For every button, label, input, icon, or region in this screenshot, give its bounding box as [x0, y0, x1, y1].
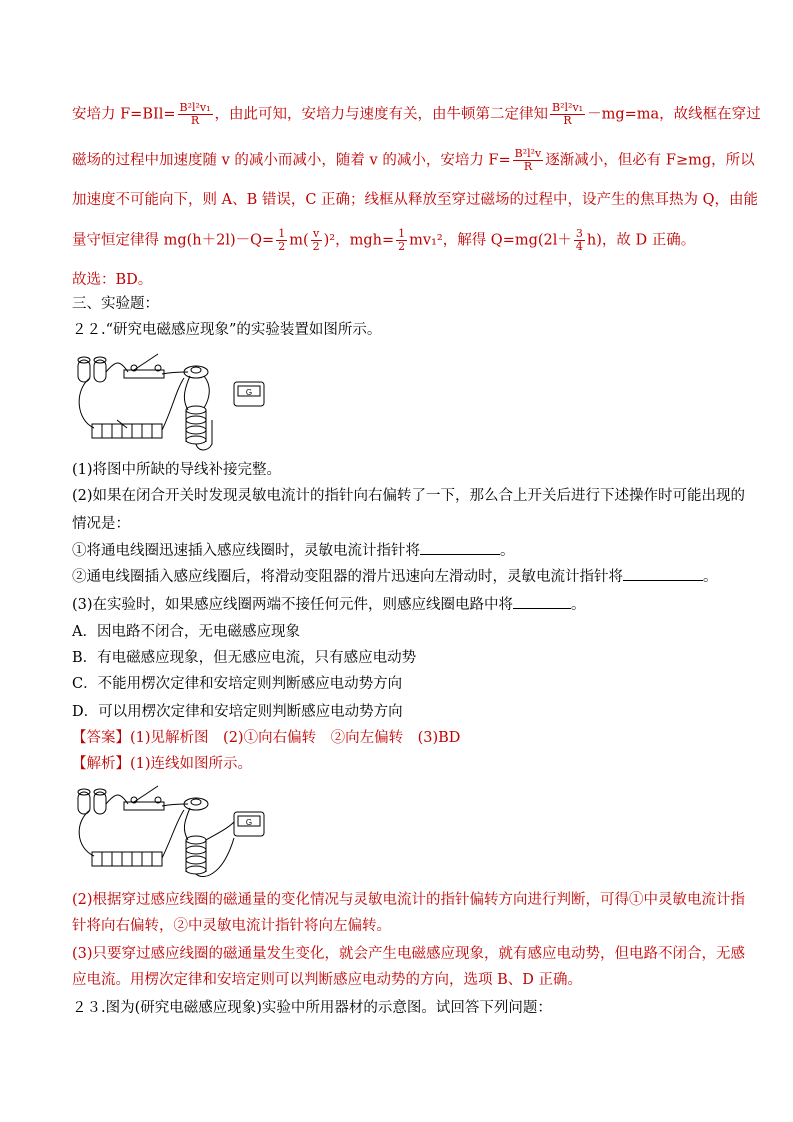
q22-sub1: (1)将图中所缺的导线补接完整。 — [72, 462, 282, 478]
section-heading: 三、实验题： — [72, 296, 159, 312]
answer-line: 【答案】(1)见解析图 (2)①向右偏转 ②向左偏转 (3)BD — [72, 730, 461, 746]
analysis-heading: 【解析】(1)连线如图所示。 — [72, 756, 253, 772]
answer-blank[interactable] — [513, 594, 571, 609]
q22-sub3: (3)在实验时，如果感应线圈两端不接任何元件，则感应线圈电路中将 。 — [72, 594, 586, 615]
analysis-line-2 — [72, 148, 755, 173]
text: 逐渐减小，但必有 F≥mg，所以 — [545, 152, 755, 169]
fraction: $\frac{\text{B²l²v₁}}{R}$ — [179, 101, 211, 127]
experiment-figure-completed — [72, 782, 272, 882]
fraction: $\frac{\text{B²l²v}}{R}$ — [514, 147, 542, 173]
option-c: C．不能用楞次定律和安培定则判断感应电动势方向 — [72, 676, 403, 692]
explanation-2a: (2)根据穿过感应线圈的磁通量的变化情况与灵敏电流计的指针偏转方向进行判断，可得①中灵敏电流计指 — [72, 892, 746, 908]
option-d: D．可以用楞次定律和安培定则判断感应电动势方向 — [72, 704, 403, 720]
text: 磁场的过程中加速度随 v 的减小而减小，随着 v 的减小，安培力 F= — [72, 152, 511, 169]
q22-sub2-a: (2)如果在闭合开关时发现灵敏电流计的指针向右偏转了一下，那么合上开关后进行下述操作时可能出现的 — [72, 488, 746, 504]
option-a: A．因电路不闭合，无电磁感应现象 — [72, 624, 300, 640]
choice-line: 故选：BD。 — [72, 272, 153, 288]
explanation-2b: 针将向右偏转，②中灵敏电流计指针将向左偏转。 — [72, 918, 391, 934]
q22-item1: ①将通电线圈迅速插入感应线圈时，灵敏电流计指针将 。 — [72, 540, 515, 561]
experiment-figure — [72, 350, 272, 455]
text: 安培力 F=BIl= — [72, 106, 176, 123]
galvanometer-label: G — [245, 388, 253, 397]
option-b: B．有电磁感应现象，但无感应电流，只有感应电动势 — [72, 650, 417, 666]
fraction: $\frac{\text{B²l²v₁}}{R}$ — [552, 101, 584, 127]
text: －mg=ma，故线框在穿过 — [587, 106, 761, 123]
analysis-line-1 — [72, 102, 761, 127]
q23-stem: ２３.图为(研究电磁感应现象)实验中所用器材的示意图。试回答下列问题： — [72, 1000, 552, 1016]
analysis-line-4: 量守恒定律得 mg(h＋2l)－Q= $\frac{1}{2}$ m( $\frac{v}{2}$ )²，mgh= $\frac{1}{2}$ mv₁²，解得 Q=mg(2l＋ $\frac{3}{4}$ h)，故 D 正确。 — [72, 227, 696, 253]
q22-item2: ②通电线圈插入感应线圈后，将滑动变阻器的滑片迅速向左滑动时，灵敏电流计指针将 。 — [72, 566, 718, 587]
galvanometer-label: G — [245, 818, 253, 827]
analysis-line-3: 加速度不可能向下，则 A、B 错误，C 正确；线框从释放至穿过磁场的过程中，设产生的焦耳热为 Q，由能 — [72, 192, 759, 208]
q22-stem: ２２.“研究电磁感应现象”的实验装置如图所示。 — [72, 322, 382, 338]
explanation-3b: 应电流。用楞次定律和安培定则可以判断感应电动势的方向，选项 B、D 正确。 — [72, 972, 582, 988]
answer-blank[interactable] — [623, 566, 703, 581]
q22-sub2-b: 情况是： — [72, 516, 130, 532]
explanation-3a: (3)只要穿过感应线圈的磁通量发生变化，就会产生电磁感应现象，就有感应电动势，但电路不闭合，无感 — [72, 946, 746, 962]
answer-blank[interactable] — [420, 540, 500, 555]
text: ，由此可知，安培力与速度有关，由牛顿第二定律知 — [214, 106, 549, 123]
